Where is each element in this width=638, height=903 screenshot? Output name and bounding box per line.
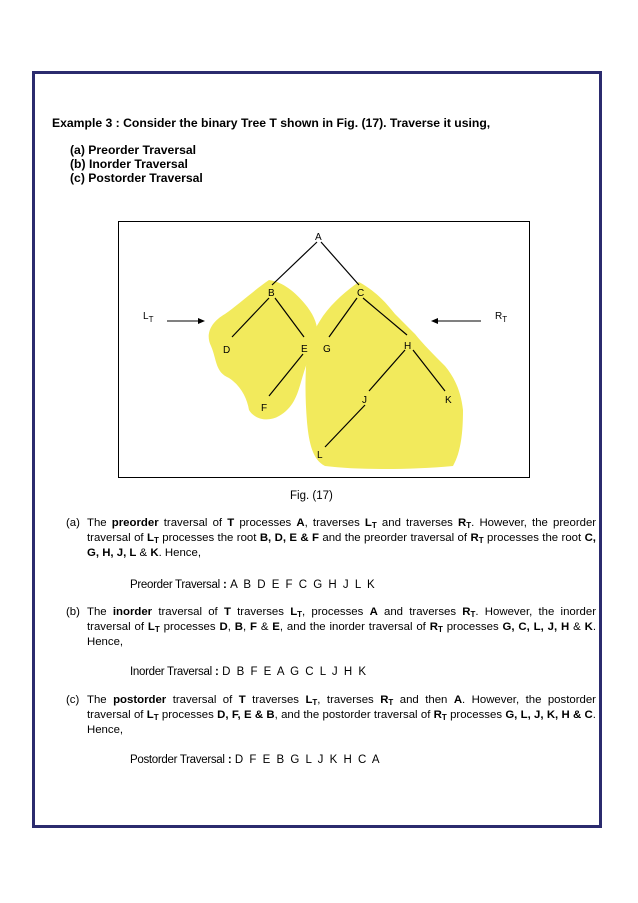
postorder-result: Postorder Traversal : D F E B G L J K H C A bbox=[130, 754, 380, 766]
task-item: (a) Preorder Traversal bbox=[70, 143, 197, 157]
edge-a-c bbox=[321, 242, 359, 285]
svg-text:RT: $R_T$ bbox=[495, 311, 508, 324]
node-e: E bbox=[301, 344, 308, 355]
task-item: (c) Postorder Traversal bbox=[70, 171, 203, 185]
task-list bbox=[70, 143, 203, 185]
node-k: K bbox=[445, 395, 452, 406]
edge-a-b bbox=[272, 242, 317, 285]
node-b: B bbox=[268, 288, 275, 299]
arrowhead-right-icon bbox=[198, 318, 205, 324]
right-subtree-highlight bbox=[306, 282, 464, 469]
left-subtree-label bbox=[143, 311, 205, 324]
para-tag: (a) bbox=[66, 517, 80, 529]
arrowhead-left-icon bbox=[431, 318, 438, 324]
node-h: H bbox=[404, 341, 412, 352]
right-subtree-label bbox=[431, 311, 507, 324]
figure-caption: Fig. (17) bbox=[290, 490, 333, 502]
inorder-paragraph: (b) The inorder traversal of T traverses $L_T$, processes A and traverses $R_T$. However, the inorder traversal of $L_T$ processes D, B, F & E, and the inorder traversal of $R_T$ processes G, C, L, J, H & K. Hence, bbox=[66, 606, 596, 648]
inorder-result: Inorder Traversal : D B F E A G C L J H K bbox=[130, 666, 367, 678]
para-tag: (b) bbox=[66, 606, 80, 618]
node-l: L bbox=[317, 450, 323, 461]
postorder-paragraph: (c) The postorder traversal of T traverses $L_T$, traverses $R_T$ and then A. However, the postorder traversal of $L_T$ processes D, F, E & B, and the postorder traversal of $R_T$ processes G, L, J, K, H & C. Hence, bbox=[66, 694, 596, 736]
tree-figure bbox=[118, 221, 530, 478]
node-a: A bbox=[315, 232, 322, 243]
node-f: F bbox=[261, 403, 268, 414]
node-g: G bbox=[323, 344, 331, 355]
binary-tree-diagram bbox=[119, 222, 531, 479]
preorder-result: Preorder Traversal : A B D E F C G H J L K bbox=[130, 579, 375, 591]
example-title: Example 3 : Consider the binary Tree T shown in Fig. (17). Traverse it using, bbox=[52, 116, 491, 130]
node-d: D bbox=[223, 345, 231, 356]
para-tag: (c) bbox=[66, 694, 80, 706]
task-item: (b) Inorder Traversal bbox=[70, 157, 188, 171]
node-j: J bbox=[362, 395, 367, 406]
node-c: C bbox=[357, 288, 365, 299]
svg-text:LT: $L_T$ bbox=[143, 311, 154, 324]
preorder-paragraph: (a) The preorder traversal of T processes A, traverses $L_T$ and traverses $R_T$. However, the preorder traversal of $L_T$ processes the root B, D, E & F and the preorder traversal of $R_T$ processes the root C, G, H, J, L & K. Hence, bbox=[66, 517, 597, 559]
